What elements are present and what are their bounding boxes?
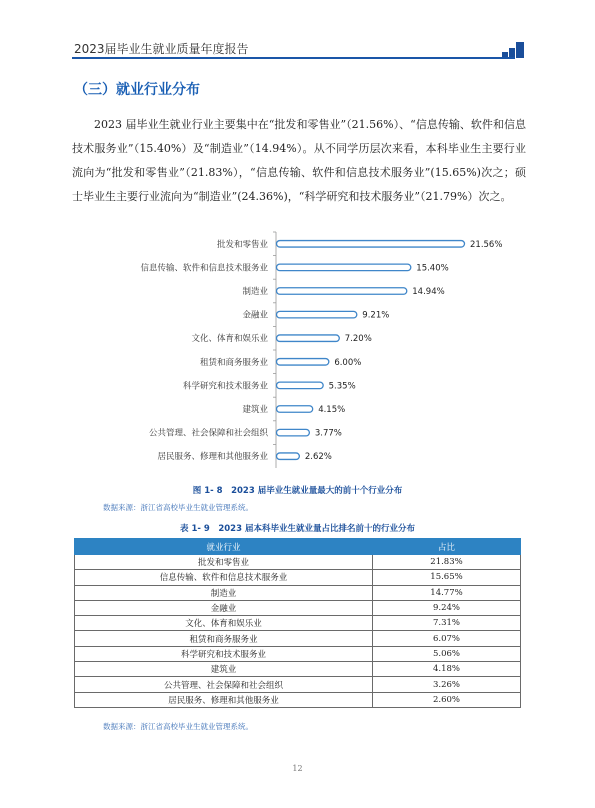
chart-value-label: 21.56% <box>470 239 503 250</box>
table-cell-share: 5.06% <box>373 646 521 661</box>
table-row <box>75 662 521 677</box>
table-cell-share: 7.31% <box>373 616 521 631</box>
chart-bar <box>277 311 357 318</box>
chart-bar <box>277 453 300 460</box>
table-row <box>75 585 521 600</box>
table-caption: 表 1- 9 2023 届本科毕业生就业量占比排名前十的行业分布 <box>180 524 415 534</box>
chart-category-label: 科学研究和技术服务业 <box>182 381 268 392</box>
table-row <box>75 570 521 585</box>
table-cell-industry: 科学研究和技术服务业 <box>75 646 373 661</box>
chart-category-label: 居民服务、修理和其他服务业 <box>157 452 268 463</box>
chart-value-label: 9.21% <box>362 310 390 321</box>
chart-value-label: 5.35% <box>328 381 356 392</box>
table-cell-industry: 租赁和商务服务业 <box>75 631 373 646</box>
table-cell-share: 3.26% <box>373 677 521 692</box>
table-cell-share: 14.77% <box>373 585 521 600</box>
chart-bar <box>277 241 465 248</box>
table-row <box>75 692 521 707</box>
section-title: （三）就业行业分布 <box>74 82 200 98</box>
chart-bar <box>277 406 313 413</box>
chart-category-label: 信息传输、软件和信息技术服务业 <box>140 263 268 274</box>
chart-value-label: 4.15% <box>318 405 346 415</box>
table-row <box>75 555 521 570</box>
table-cell-share: 4.18% <box>373 662 521 677</box>
table-cell-industry: 批发和零售业 <box>75 555 373 570</box>
table-cell-industry: 居民服务、修理和其他服务业 <box>75 692 373 707</box>
table-row <box>75 600 521 615</box>
figure-source: 数据来源：浙江省高校毕业生就业管理系统。 <box>103 503 253 512</box>
industry-bar-chart <box>98 228 518 468</box>
page-number: 12 <box>292 764 303 773</box>
table-cell-share: 6.07% <box>373 631 521 646</box>
table-row <box>75 631 521 646</box>
chart-category-label: 批发和零售业 <box>216 239 268 250</box>
report-header-title: 2023届毕业生就业质量年度报告 <box>74 42 249 56</box>
table-header-industry: 就业行业 <box>75 539 373 555</box>
chart-bar <box>277 429 310 436</box>
chart-category-label: 公共管理、社会保障和社会组织 <box>148 428 268 439</box>
table-cell-share: 15.65% <box>373 570 521 585</box>
chart-bar <box>277 264 411 271</box>
figure-caption: 图 1- 8 2023 届毕业生就业量最大的前十个行业分布 <box>192 486 403 496</box>
table-cell-share: 9.24% <box>373 600 521 615</box>
chart-value-label: 6.00% <box>334 357 362 368</box>
chart-bar <box>277 382 324 389</box>
table-cell-industry: 文化、体育和娱乐业 <box>75 616 373 631</box>
chart-bar <box>277 335 340 342</box>
table-row <box>75 677 521 692</box>
chart-category-label: 租赁和商务服务业 <box>199 357 268 368</box>
body-paragraph <box>72 113 526 209</box>
chart-value-label: 15.40% <box>416 263 449 274</box>
report-logo-icon <box>502 42 524 58</box>
table-source: 数据来源：浙江省高校毕业生就业管理系统。 <box>103 722 253 731</box>
table-cell-industry: 建筑业 <box>75 662 373 677</box>
chart-value-label: 7.20% <box>344 334 372 345</box>
table-cell-industry: 信息传输、软件和信息技术服务业 <box>75 570 373 585</box>
paragraph-text: 2023 届毕业生就业行业主要集中在“批发和零售业”（21.56%）、“信息传输、软件和信息技术服务业”（15.40%）及“制造业”（14.94%）。从不同学历层次来看，本科毕业生主要行业流向为“批发和零售业”（21.83%），“信息传输、软件和信息技术服务业”(15.65%)次之；硕士毕业生主要行业流向为“制造业”(24.36%)，“科学研究和技术服务业”（21.79%）次之。 <box>72 118 526 203</box>
header-divider <box>72 57 515 59</box>
chart-category-label: 文化、体育和娱乐业 <box>191 334 268 345</box>
table-cell-share: 2.60% <box>373 692 521 707</box>
chart-bar <box>277 288 407 295</box>
chart-bar <box>277 359 329 366</box>
chart-value-label: 14.94% <box>412 287 445 297</box>
table-header-row <box>75 539 521 555</box>
table-row <box>75 616 521 631</box>
chart-category-label: 制造业 <box>242 287 268 297</box>
table-cell-share: 21.83% <box>373 555 521 570</box>
table-cell-industry: 公共管理、社会保障和社会组织 <box>75 677 373 692</box>
table-cell-industry: 金融业 <box>75 600 373 615</box>
table-row <box>75 646 521 661</box>
table-cell-industry: 制造业 <box>75 585 373 600</box>
chart-value-label: 3.77% <box>314 428 342 439</box>
chart-category-label: 金融业 <box>242 310 268 321</box>
chart-category-label: 建筑业 <box>242 405 268 415</box>
industry-table <box>74 538 521 708</box>
table-header-share: 占比 <box>373 539 521 555</box>
chart-value-label: 2.62% <box>304 452 332 463</box>
